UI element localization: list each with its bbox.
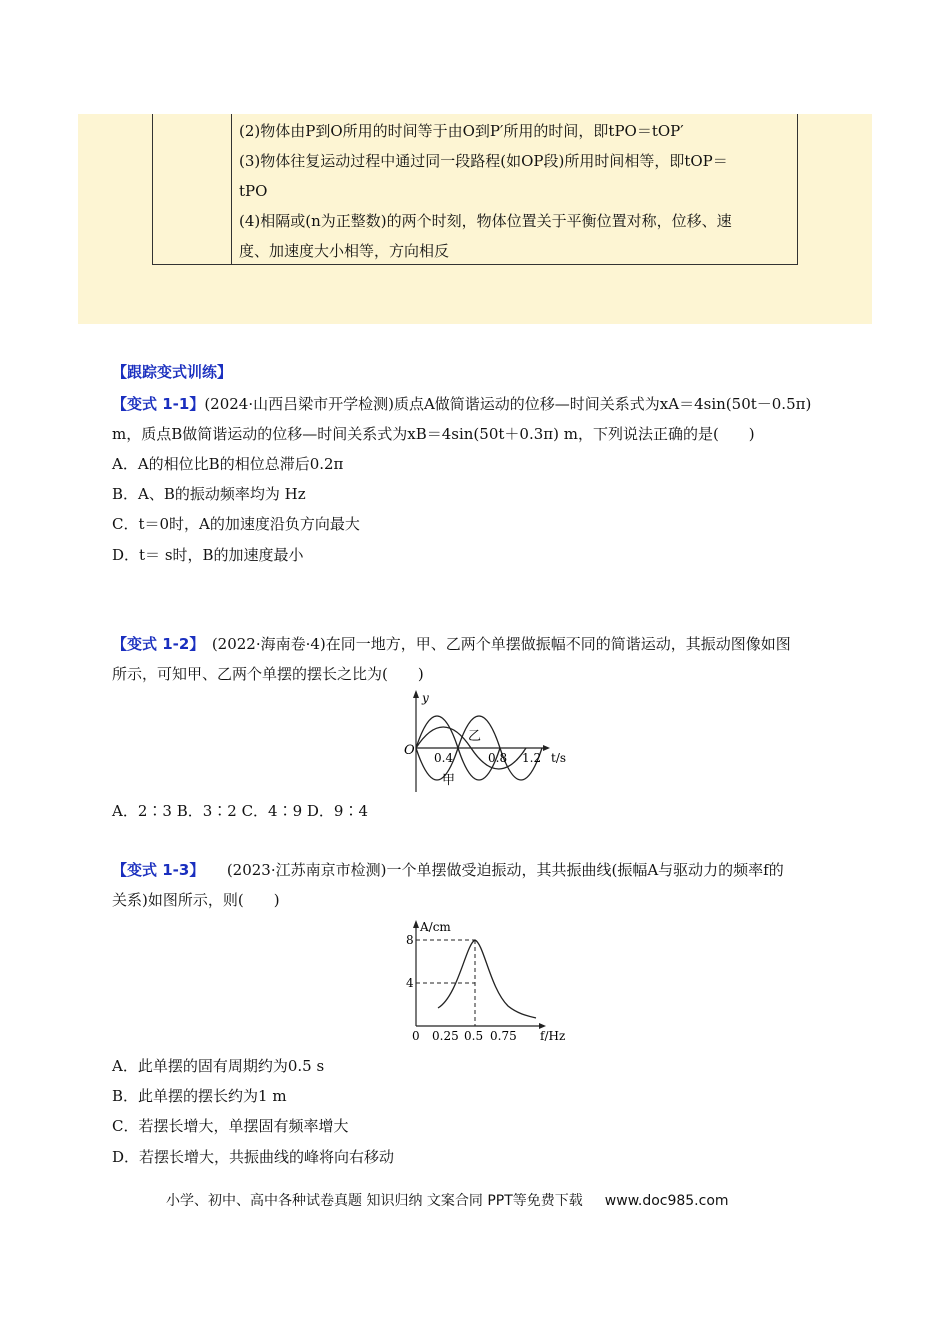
origin-label: O: [404, 743, 415, 758]
resonance-curve-graph: [398, 918, 578, 1046]
q3-option-b: B．此单摆的摆长约为1 m: [112, 1087, 287, 1105]
tick-08: 0.8: [488, 751, 508, 765]
x-tick-075: 0.75: [490, 1029, 517, 1043]
footer: [166, 1190, 729, 1210]
q2-line2: 所示，可知甲、乙两个单摆的摆长之比为( ): [112, 665, 424, 683]
q1-line2: m，质点B做简谐运动的位移—时间关系式为xB＝4sin(50t＋0.3π) m，下列说法正确的是( ): [112, 425, 755, 443]
q3-option-c: C．若摆长增大，单摆固有频率增大: [112, 1117, 349, 1135]
q3-tag: 【变式 1-3】: [112, 861, 197, 879]
table-row-3b: tPO: [239, 182, 268, 200]
footer-text: 小学、初中、高中各种试卷真题 知识归纳 文案合同 PPT等免费下载: [166, 1193, 583, 1209]
q2-options: A．2∶3 B．3∶2 C．4∶9 D．9∶4: [112, 802, 369, 820]
q1-option-c: C．t＝0时，A的加速度沿负方向最大: [112, 515, 360, 533]
q3-option-a: A．此单摆的固有周期约为0.5 s: [112, 1057, 325, 1075]
x-tick-025: 0.25: [432, 1029, 459, 1043]
x-tick-05: 0.5: [464, 1029, 484, 1043]
y-axis-label: A/cm: [420, 920, 451, 934]
y-tick-8: 8: [406, 933, 414, 947]
q3-line1: [112, 860, 784, 880]
q1-text1: (2024·山西吕梁市开学检测)质点A做简谐运动的位移—时间关系式为xA＝4sin(50t－0.5π): [204, 395, 812, 413]
q2-tag: 【变式 1-2】: [112, 635, 197, 653]
q1-option-a: A．A的相位比B的相位总滞后0.2π: [112, 455, 344, 473]
q2-text1: (2022·海南卷·4)在同一地方，甲、乙两个单摆做振幅不同的简谐运动，其振动图像如图: [196, 635, 791, 653]
tick-12: 1.2: [522, 751, 542, 765]
label-yi: 乙: [468, 729, 482, 744]
footer-url[interactable]: www.doc985.com: [604, 1193, 729, 1209]
table-row-4b: 度、加速度大小相等，方向相反: [239, 242, 450, 260]
table-right-cell: [239, 116, 787, 266]
y-axis-arrow: [413, 690, 419, 698]
q1-option-d: D．t＝ s时，B的加速度最小: [112, 546, 304, 564]
y-axis-label: y: [422, 691, 429, 705]
q3-line2: 关系)如图所示，则( ): [112, 891, 280, 909]
q3-text1: (2023·江苏南京市检测)一个单摆做受迫振动，其共振曲线(振幅A与驱动力的频率f的: [196, 861, 784, 879]
table-row-2: (2)物体由P到O所用的时间等于由O到P′所用的时间，即tPO＝tOP′: [239, 122, 684, 140]
x-axis-label: t/s: [551, 751, 567, 765]
section-title: 【跟踪变式训练】: [112, 363, 233, 381]
table-left-cell: [153, 114, 232, 264]
resonance-curve: [438, 940, 536, 1018]
y-axis-arrow: [413, 920, 419, 928]
q3-option-d: D．若摆长增大，共振曲线的峰将向右移动: [112, 1148, 395, 1166]
y-tick-4: 4: [406, 976, 414, 990]
tick-04: 0.4: [434, 751, 454, 765]
table-row-3a: (3)物体往复运动过程中通过同一段路程(如OP段)所用时间相等，即tOP＝: [239, 152, 728, 170]
label-jia: 甲: [442, 773, 456, 788]
summary-table: [152, 114, 798, 265]
x-axis-arrow: [543, 745, 550, 751]
pendulum-vibration-graph: [398, 688, 578, 792]
q1-option-b: B．A、B的振动频率均为 Hz: [112, 485, 306, 503]
q2-line1: [112, 634, 791, 654]
x-axis-label: f/Hz: [540, 1029, 566, 1043]
x-tick-0: 0: [412, 1029, 420, 1043]
table-row-4a: (4)相隔或(n为正整数)的两个时刻，物体位置关于平衡位置对称，位移、速: [239, 212, 732, 230]
q1-line1: [112, 394, 811, 414]
q1-tag: 【变式 1-1】: [112, 395, 205, 413]
